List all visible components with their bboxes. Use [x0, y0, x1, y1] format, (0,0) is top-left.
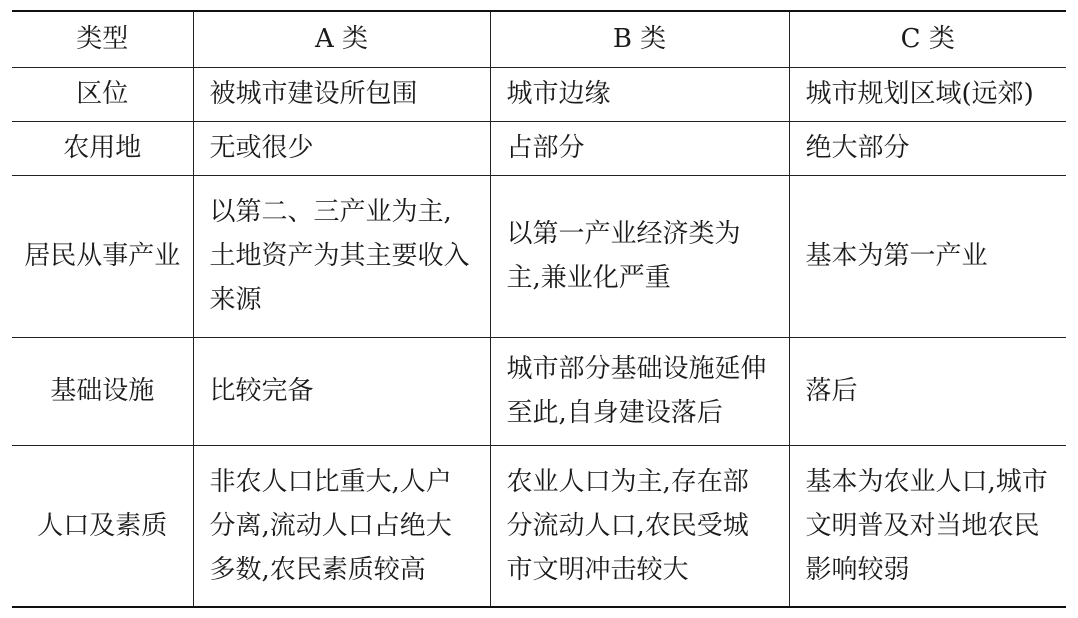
row-label: 人口及素质	[12, 445, 193, 607]
cell-a	[193, 175, 490, 337]
table-row-farmland	[12, 121, 1066, 175]
cell-text: 比较完备	[209, 376, 314, 406]
row-label: 农用地	[12, 121, 193, 175]
cell-text: 基本为第一产业	[805, 241, 988, 271]
row-label: 居民从事产业	[12, 175, 193, 337]
table-row-location	[12, 67, 1066, 121]
header-row	[12, 11, 1066, 67]
table-row-infrastructure	[12, 337, 1066, 445]
row-label: 基础设施	[12, 337, 193, 445]
cell-text: 绝大部分	[805, 133, 910, 163]
cell-b	[490, 445, 789, 607]
cell-text: 城市规划区域(远郊)	[805, 79, 1034, 109]
cell-c	[789, 121, 1066, 175]
cell-text: 农业人口为主,存在部分流动人口,农民受城市文明冲击较大	[506, 466, 749, 585]
cell-c	[789, 445, 1066, 607]
cell-text: 以第二、三产业为主,土地资产为其主要收入来源	[209, 197, 470, 315]
cell-text: 被城市建设所包围	[209, 79, 418, 109]
table-row-industry	[12, 175, 1066, 337]
cell-text: 城市部分基础设施延伸至此,自身建设落后	[506, 354, 767, 428]
cell-c	[789, 67, 1066, 121]
cell-b	[490, 175, 789, 337]
cell-text: 城市边缘	[506, 79, 611, 109]
cell-text: 落后	[805, 376, 858, 406]
row-label: 区位	[12, 67, 193, 121]
cell-a	[193, 121, 490, 175]
header-type: 类型	[12, 11, 193, 67]
cell-c	[789, 175, 1066, 337]
cell-text: 占部分	[506, 133, 585, 163]
cell-text: 基本为农业人口,城市文明普及对当地农民影响较弱	[805, 466, 1048, 585]
comparison-table	[12, 10, 1066, 608]
cell-text: 无或很少	[209, 133, 314, 163]
cell-b	[490, 337, 789, 445]
cell-text: 非农人口比重大,人户分离,流动人口占绝大多数,农民素质较高	[209, 466, 452, 585]
cell-b	[490, 121, 789, 175]
header-class-a: A 类	[193, 11, 490, 67]
cell-a	[193, 445, 490, 607]
comparison-table-container	[12, 10, 1066, 608]
header-class-b: B 类	[490, 11, 789, 67]
cell-c	[789, 337, 1066, 445]
table-row-population	[12, 445, 1066, 607]
header-class-c: C 类	[789, 11, 1066, 67]
cell-a	[193, 337, 490, 445]
cell-text: 以第一产业经济类为主,兼业化严重	[506, 219, 741, 293]
cell-b	[490, 67, 789, 121]
cell-a	[193, 67, 490, 121]
